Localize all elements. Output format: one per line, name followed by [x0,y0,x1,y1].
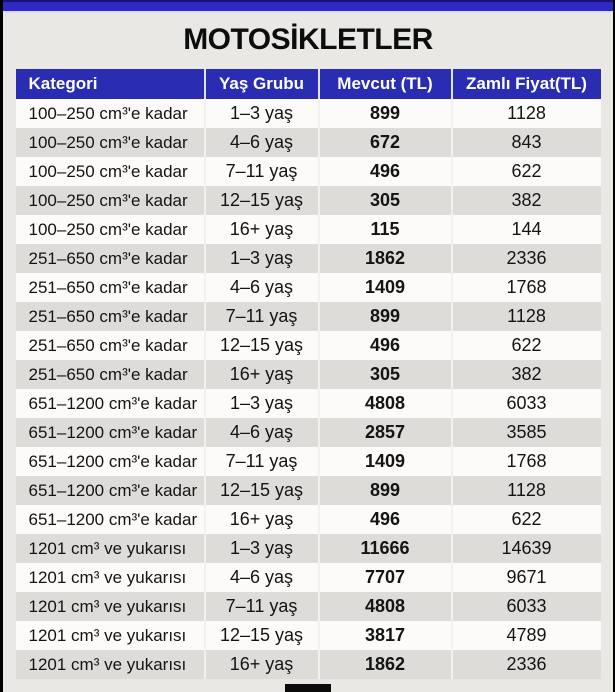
current-price-cell: 11666 [318,534,451,563]
raised-price-cell: 6033 [451,592,601,621]
current-price-cell: 305 [318,360,451,389]
age-group-cell: 1–3 yaş [204,389,318,418]
table-row [16,360,601,389]
top-accent-bar [3,0,613,13]
column-header-mevcut: Mevcut (TL) [318,69,451,99]
table-header-row [16,69,601,99]
age-group-cell: 7–11 yaş [204,302,318,331]
current-price-cell: 899 [318,99,451,128]
raised-price-cell: 843 [451,128,601,157]
category-cell: 1201 cm³ ve yukarısı [16,650,204,679]
category-cell: 251–650 cm³'e kadar [16,273,204,302]
raised-price-cell: 4789 [451,621,601,650]
column-header-kategori: Kategori [16,69,204,99]
table-row [16,447,601,476]
category-cell: 1201 cm³ ve yukarısı [16,592,204,621]
age-group-cell: 16+ yaş [204,215,318,244]
column-header-yas-grubu: Yaş Grubu [204,69,318,99]
table-row [16,186,601,215]
column-header-zamli-fiyat: Zamlı Fiyat(TL) [451,69,601,99]
category-cell: 251–650 cm³'e kadar [16,302,204,331]
age-group-cell: 12–15 yaş [204,621,318,650]
age-group-cell: 4–6 yaş [204,418,318,447]
category-cell: 100–250 cm³'e kadar [16,99,204,128]
age-group-cell: 4–6 yaş [204,563,318,592]
raised-price-cell: 144 [451,215,601,244]
table-row [16,215,601,244]
age-group-cell: 16+ yaş [204,650,318,679]
current-price-cell: 1409 [318,447,451,476]
age-group-cell: 16+ yaş [204,505,318,534]
current-price-cell: 115 [318,215,451,244]
page-title: MOTOSİKLETLER [183,23,433,56]
table-row [16,389,601,418]
category-cell: 251–650 cm³'e kadar [16,331,204,360]
raised-price-cell: 2336 [451,244,601,273]
table-body [16,99,601,679]
raised-price-cell: 1128 [451,302,601,331]
age-group-cell: 1–3 yaş [204,99,318,128]
raised-price-cell: 382 [451,186,601,215]
next-section-peek [285,684,331,692]
current-price-cell: 496 [318,157,451,186]
table-row [16,302,601,331]
raised-price-cell: 622 [451,157,601,186]
current-price-cell: 4808 [318,592,451,621]
age-group-cell: 16+ yaş [204,360,318,389]
table-row [16,128,601,157]
table-row [16,534,601,563]
table-row [16,592,601,621]
current-price-cell: 1409 [318,273,451,302]
raised-price-cell: 9671 [451,563,601,592]
table-row [16,273,601,302]
raised-price-cell: 382 [451,360,601,389]
raised-price-cell: 2336 [451,650,601,679]
table-row [16,418,601,447]
age-group-cell: 12–15 yaş [204,331,318,360]
category-cell: 651–1200 cm³'e kadar [16,447,204,476]
table-row [16,99,601,128]
current-price-cell: 7707 [318,563,451,592]
age-group-cell: 4–6 yaş [204,273,318,302]
current-price-cell: 672 [318,128,451,157]
category-cell: 651–1200 cm³'e kadar [16,418,204,447]
category-cell: 100–250 cm³'e kadar [16,128,204,157]
table-row [16,563,601,592]
motorcycle-price-table [16,69,601,679]
category-cell: 1201 cm³ ve yukarısı [16,621,204,650]
age-group-cell: 7–11 yaş [204,447,318,476]
raised-price-cell: 3585 [451,418,601,447]
table-row [16,650,601,679]
raised-price-cell: 6033 [451,389,601,418]
category-cell: 1201 cm³ ve yukarısı [16,563,204,592]
current-price-cell: 4808 [318,389,451,418]
current-price-cell: 1862 [318,244,451,273]
category-cell: 651–1200 cm³'e kadar [16,476,204,505]
table-row [16,244,601,273]
raised-price-cell: 1128 [451,99,601,128]
table-row [16,476,601,505]
raised-price-cell: 14639 [451,534,601,563]
age-group-cell: 12–15 yaş [204,476,318,505]
age-group-cell: 4–6 yaş [204,128,318,157]
raised-price-cell: 1128 [451,476,601,505]
category-cell: 1201 cm³ ve yukarısı [16,534,204,563]
age-group-cell: 1–3 yaş [204,244,318,273]
table-row [16,157,601,186]
category-cell: 651–1200 cm³'e kadar [16,505,204,534]
category-cell: 251–650 cm³'e kadar [16,244,204,273]
current-price-cell: 2857 [318,418,451,447]
raised-price-cell: 1768 [451,273,601,302]
raised-price-cell: 622 [451,505,601,534]
current-price-cell: 899 [318,302,451,331]
age-group-cell: 12–15 yaş [204,186,318,215]
category-cell: 251–650 cm³'e kadar [16,360,204,389]
table-row [16,505,601,534]
current-price-cell: 1862 [318,650,451,679]
raised-price-cell: 1768 [451,447,601,476]
age-group-cell: 1–3 yaş [204,534,318,563]
category-cell: 651–1200 cm³'e kadar [16,389,204,418]
current-price-cell: 899 [318,476,451,505]
table-row [16,621,601,650]
current-price-cell: 496 [318,505,451,534]
category-cell: 100–250 cm³'e kadar [16,157,204,186]
current-price-cell: 305 [318,186,451,215]
category-cell: 100–250 cm³'e kadar [16,215,204,244]
raised-price-cell: 622 [451,331,601,360]
current-price-cell: 3817 [318,621,451,650]
page [3,0,613,692]
age-group-cell: 7–11 yaş [204,157,318,186]
age-group-cell: 7–11 yaş [204,592,318,621]
current-price-cell: 496 [318,331,451,360]
category-cell: 100–250 cm³'e kadar [16,186,204,215]
table-row [16,331,601,360]
